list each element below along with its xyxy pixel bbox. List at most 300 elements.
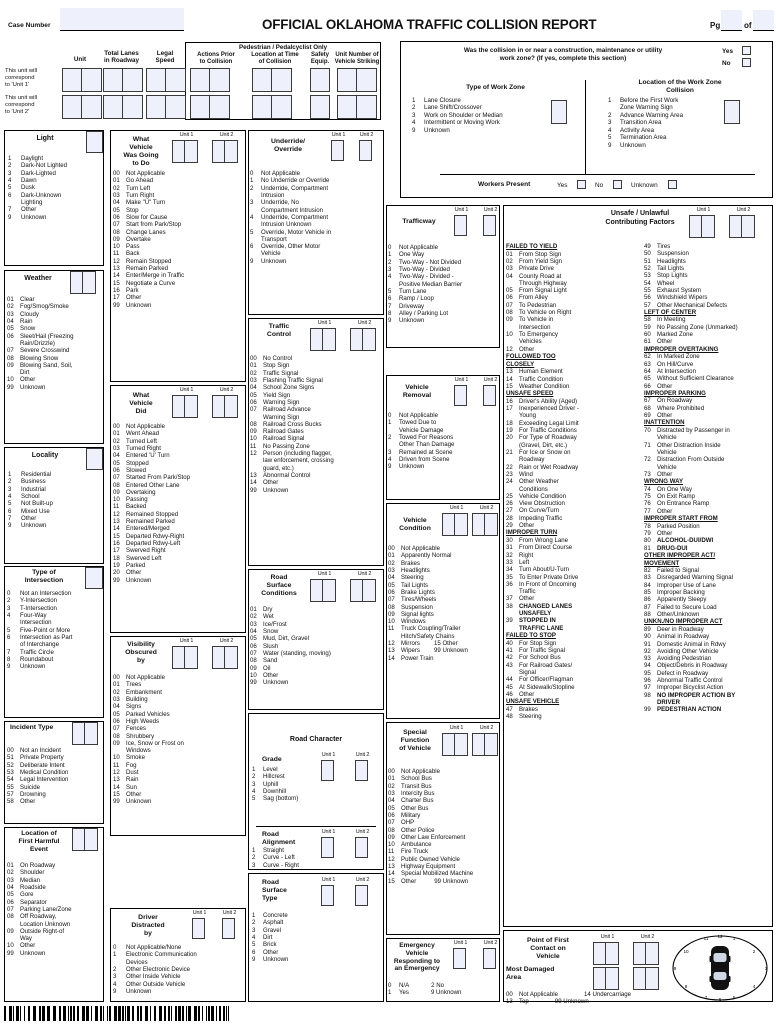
code-item: 04 Roadside	[7, 883, 46, 891]
code-item: 5 Not Built-up	[8, 500, 53, 508]
grade-unit2-label: Unit 2	[355, 752, 370, 758]
rst-unit2-input[interactable]	[355, 885, 368, 906]
traffic-control-unit1-input[interactable]	[310, 328, 336, 351]
trafficway-unit2-input[interactable]	[483, 215, 496, 236]
vehicle-condition-unit2-input[interactable]	[472, 513, 498, 536]
code-item-continuation: Young	[519, 412, 537, 420]
header-total-lanes-unit1-input[interactable]	[103, 68, 143, 92]
grade-unit2-input[interactable]	[355, 760, 368, 781]
code-item: 01 School Bus	[388, 775, 432, 783]
code-item-continuation: Warning Sign	[263, 413, 300, 421]
visibility-unit1-input[interactable]	[172, 646, 198, 669]
code-item: 99 Unknown	[7, 383, 46, 391]
code-item: 00 Not Applicable	[388, 545, 440, 552]
code-item: 50 Suspension	[644, 250, 689, 258]
code-item: 85 Improper Backing	[644, 589, 705, 597]
code-item: 87 Failed to Secure Load	[644, 603, 717, 611]
pedestrian-section-title: Pedestrian / Pedalcyclist Only	[238, 44, 328, 51]
locality-input[interactable]	[86, 448, 103, 470]
svg-text:9: 9	[673, 966, 677, 971]
incident-type-input[interactable]	[72, 722, 98, 745]
emergency-vehicle-list	[388, 982, 500, 997]
vehicle-condition-unit1-label: Unit 1	[449, 505, 464, 511]
workers-no-label: No	[595, 182, 604, 189]
alignment-unit1-label: Unit 1	[321, 829, 336, 835]
going-to-do-unit2-label: Unit 2	[219, 132, 234, 138]
code-item: 07 Tires/Wheels	[388, 596, 437, 604]
vehicle-removal-list	[388, 412, 500, 471]
pofc-unit1-input[interactable]	[593, 942, 619, 965]
work-zone-location-input[interactable]	[724, 100, 740, 124]
code-item: 0 Not Applicable	[388, 412, 438, 419]
rsc-unit2-label: Unit 2	[357, 571, 372, 577]
code-item: 07 Fences	[113, 725, 146, 733]
code-item: 6 Other	[252, 948, 279, 956]
code-item: 55 Exhaust System	[644, 286, 702, 294]
work-zone-type-input[interactable]	[551, 100, 567, 124]
barcode-bar	[107, 1006, 108, 1021]
rsc-unit2-input[interactable]	[350, 579, 376, 602]
code-item: 1 Straight	[252, 847, 285, 854]
code-item: 04 Charter Bus	[388, 797, 434, 805]
svg-text:7: 7	[704, 995, 708, 1000]
code-group-header: IMPROPER START FROM	[644, 515, 718, 523]
code-item-continuation: Vehicles	[519, 338, 542, 346]
svg-text:1: 1	[732, 936, 736, 941]
trafficway-list	[388, 244, 500, 324]
most-damaged-unit1-input[interactable]	[593, 967, 619, 990]
code-item: 06 High Weeds	[113, 717, 160, 725]
code-item: 3 Dark-Lighted	[8, 169, 56, 177]
barcode-bar	[226, 1006, 227, 1021]
code-item: 08 Off Roadway,	[7, 913, 57, 921]
code-item: 53 Stop Lights	[644, 272, 688, 280]
code-item-continuation: Conditions	[519, 485, 548, 493]
code-item: 06 Military	[388, 811, 421, 819]
code-item: 4 Other Outside Vehicle	[113, 980, 186, 988]
barcode-bar	[16, 1006, 19, 1021]
code-item: 51 Private Property	[7, 754, 64, 762]
header-ped-safety-equip-unit2-input[interactable]	[310, 95, 330, 119]
code-item: 57 Other Mechanical Defects	[644, 301, 728, 309]
code-item: 02 Turn Left	[113, 184, 151, 192]
code-item: 4 Two-Way - Divided -	[388, 273, 454, 281]
traffic-control-unit2-label: Unit 2	[357, 320, 372, 326]
code-item: 40 For Stop Sign	[506, 639, 557, 647]
work-zone-yes-checkbox[interactable]	[742, 46, 751, 55]
code-item: 22 Rain or Wet Roadway	[506, 463, 579, 471]
header-unit-unit2-input[interactable]	[62, 95, 102, 119]
code-item: 9 Unknown	[8, 522, 47, 530]
code-item: 02 Transit Bus	[388, 782, 432, 790]
code-item: 13 Top 99 Unknown	[506, 998, 589, 1006]
rsc-unit1-label: Unit 1	[317, 571, 332, 577]
light-title: Light	[36, 135, 54, 142]
barcode-bar	[20, 1006, 21, 1021]
header-ped-unit-striking-unit2-input[interactable]	[337, 95, 377, 119]
code-item: 06 From Alley	[506, 294, 548, 302]
barcode-bar	[150, 1006, 151, 1021]
header-ped-actions-unit1-input[interactable]	[190, 68, 230, 92]
road-character-rule	[256, 826, 376, 827]
barcode-bar	[182, 1006, 184, 1021]
code-item-continuation: Roadway	[519, 456, 545, 464]
code-item: 7 Other	[8, 514, 37, 522]
code-item: 58 In Meeting	[644, 316, 686, 324]
code-item-continuation: Dirt	[20, 369, 30, 377]
work-zone-no-label: No	[722, 60, 731, 67]
emergency-vehicle-unit2-input[interactable]	[483, 948, 496, 969]
code-item: 89 Deer in Roadway	[644, 625, 704, 633]
code-item: 15 Negotiate a Curve	[113, 279, 176, 287]
code-item: 61 Other	[644, 338, 673, 346]
code-item: 37 Other	[506, 595, 535, 603]
barcode-bar	[132, 1006, 134, 1021]
barcode-bar	[77, 1006, 79, 1021]
code-item: 3 Work on Shoulder or Median	[412, 111, 503, 119]
barcode-bar	[114, 1006, 117, 1021]
code-item: 06 Separator	[7, 898, 47, 906]
weather-input[interactable]	[70, 271, 96, 294]
page-total-input[interactable]	[753, 10, 774, 31]
special-function-unit1-input[interactable]	[442, 733, 468, 756]
contributing-unit1-input[interactable]	[689, 215, 715, 238]
barcode-bar	[63, 1006, 66, 1021]
code-item: 10 Other	[250, 671, 279, 679]
svg-text:6: 6	[718, 997, 722, 1002]
code-item: 9 Unknown	[388, 463, 425, 471]
code-item: 29 Other	[506, 522, 535, 530]
code-item: 69 Other	[644, 412, 673, 420]
code-item: 1 Lane Closure	[412, 97, 461, 104]
code-item: 11 Fog	[113, 761, 137, 769]
case-number-input[interactable]	[60, 8, 184, 31]
code-item: 10 To Emergency	[506, 331, 558, 339]
code-item: 73 Other	[644, 470, 673, 478]
header-unit-unit1-input[interactable]	[62, 68, 102, 92]
code-item: 07 Start from Park/Stop	[113, 221, 182, 229]
vehicle-condition-unit1-input[interactable]	[442, 513, 468, 536]
code-item: 05 Mud, Dirt, Gravel	[250, 635, 310, 643]
code-item: 10 Pass	[113, 243, 140, 251]
header-ped-actions-unit2-input[interactable]	[190, 95, 230, 119]
code-item: 2 Towed For Reasons	[388, 433, 454, 441]
header-total-lanes-unit2-input[interactable]	[103, 95, 143, 119]
underride-unit1-input[interactable]	[331, 140, 344, 161]
header-ped-location-unit1-input[interactable]	[252, 68, 292, 92]
intersection-type-input[interactable]	[85, 567, 103, 589]
code-item-continuation: Hitch/Safety Chains	[401, 632, 455, 640]
code-item: 06 Brake Lights	[388, 588, 435, 596]
workers-unknown-checkbox[interactable]	[668, 180, 677, 189]
contributing-left-list	[506, 243, 642, 720]
vehicle-did-unit2-input[interactable]	[212, 395, 238, 418]
code-item: 02 Brakes	[388, 559, 420, 567]
code-item: 06 Slow for Cause	[113, 213, 168, 221]
barcode-bar	[164, 1006, 166, 1021]
code-item: 48 Steering	[506, 713, 542, 721]
vehicle-did-unit1-input[interactable]	[172, 395, 198, 418]
code-item: 7 Other	[8, 206, 37, 214]
code-item: 04 Entered 'U' Turn	[113, 452, 170, 460]
weather-list	[7, 296, 103, 391]
trafficway-unit1-input[interactable]	[454, 215, 467, 236]
svg-text:3: 3	[764, 966, 768, 971]
barcode-bar	[59, 1006, 61, 1021]
code-item: 84 Improper Use of Lane	[644, 581, 716, 589]
barcode-bar	[168, 1006, 170, 1021]
code-item: 4 Driven from Scene	[388, 455, 450, 463]
header-ped-unit-striking-unit1-input[interactable]	[337, 68, 377, 92]
visibility-unit2-input[interactable]	[212, 646, 238, 669]
code-item-continuation: Positive Median Barrier	[399, 280, 462, 288]
code-group-header: WRONG WAY	[644, 478, 684, 486]
code-item-continuation: Through Highway	[519, 279, 567, 287]
code-item: 72 Distraction From Outside	[644, 456, 725, 464]
light-input[interactable]	[86, 131, 103, 153]
code-item: 88 Other/Unknown	[644, 611, 700, 618]
barcode-bar	[223, 1006, 225, 1021]
code-item: 46 Other	[506, 690, 535, 698]
code-item: 07 OHP	[388, 819, 415, 827]
barcode-bar	[103, 1006, 104, 1021]
contributing-right-list	[644, 243, 774, 714]
barcode-bar	[216, 1006, 217, 1021]
code-item: 83 Disregarded Warning Signal	[644, 574, 733, 582]
code-group-header: INATTENTION	[644, 419, 685, 427]
code-item: 6 Mixed Use	[8, 507, 50, 515]
code-item: 56 Windshield Wipers	[644, 294, 708, 302]
code-item: 39 STOPPED IN	[506, 617, 556, 625]
code-item: 2 Hillcrest	[252, 773, 285, 781]
code-item: 5 Five-Point or More	[7, 626, 71, 634]
code-group-header: OTHER IMPROPER ACT/	[644, 551, 716, 559]
code-item: 66 Other	[644, 382, 673, 390]
code-item: 01 Stop Sign	[250, 362, 290, 370]
code-item: 00 Not Applicable 14 Undercarriage	[506, 991, 632, 998]
code-item: 1 Towed Due to	[388, 419, 437, 427]
code-item-continuation: Intrusion Unknown	[261, 221, 312, 229]
code-group-header: MOVEMENT	[644, 559, 680, 567]
code-item: 03 Median	[7, 876, 40, 884]
code-item: 03 Intercity Bus	[388, 789, 435, 797]
code-item: 5 Brick	[252, 941, 277, 949]
code-item: 82 Failed to Signal	[644, 567, 700, 575]
code-item: 07 Water (standing, moving)	[250, 649, 331, 657]
vehicle-contact-diagram[interactable]	[668, 930, 772, 1002]
code-item: 9 Unknown	[113, 987, 152, 995]
code-item-continuation: DRIVER	[657, 699, 681, 707]
code-item: 9 Unknown	[250, 257, 287, 265]
code-item: 57 Drowning	[7, 790, 46, 798]
code-item: 60 Marked Zone	[644, 331, 693, 339]
grade-list	[252, 766, 332, 803]
code-item: 99 Unknown	[250, 679, 289, 687]
code-item: 15 Weather Condition	[506, 382, 570, 390]
code-item: 11 Fire Truck	[388, 848, 429, 856]
work-zone-no-checkbox[interactable]	[742, 58, 751, 67]
vehicle-removal-unit1-input[interactable]	[454, 385, 467, 406]
code-item: 32 Right	[506, 551, 534, 559]
code-item: 2 Lane Shift/Crossover	[412, 104, 482, 112]
ped-unit-striking-label: Unit Number of Vehicle Striking	[334, 52, 380, 65]
code-item: 0 Not an Intersection	[7, 590, 72, 597]
code-item: 01 Clear	[7, 296, 35, 303]
pofc-unit1-label: Unit 1	[600, 934, 615, 940]
code-item: 53 Medical Condition	[7, 768, 69, 776]
code-item: 2 Advance Warning Area	[608, 111, 684, 119]
code-item-continuation: Rain/Drizzle)	[20, 339, 55, 347]
code-group-header: IMPROPER TURN	[506, 529, 558, 537]
header-legal-speed-unit2-input[interactable]	[146, 95, 186, 119]
alignment-unit2-input[interactable]	[355, 837, 368, 858]
code-item: 4 Activity Area	[608, 126, 655, 134]
code-item: 12 Public Owned Vehicle	[388, 855, 460, 863]
barcode-bar	[219, 1006, 221, 1021]
going-to-do-unit2-input[interactable]	[212, 140, 238, 163]
special-function-list	[388, 768, 501, 885]
svg-text:2: 2	[752, 949, 756, 954]
code-item: 05 Parked Vehicles	[113, 710, 170, 718]
code-item: 2 Two-Way - Not Divided	[388, 258, 462, 266]
underride-unit2-input[interactable]	[359, 140, 372, 161]
underride-list	[250, 170, 383, 265]
code-item: 00 Not Applicable	[113, 170, 165, 177]
most-damaged-area-title: Most Damaged Area	[506, 966, 555, 982]
code-item: 2 Curve - Left	[252, 854, 295, 862]
vehicle-removal-unit2-label: Unit 2	[483, 377, 498, 383]
work-zone-rule	[440, 174, 755, 175]
contributing-unit2-label: Unit 2	[736, 207, 751, 213]
special-function-unit2-input[interactable]	[472, 733, 498, 756]
code-item: 12 Remained Stopped	[113, 510, 179, 518]
driver-distracted-unit1-input[interactable]	[192, 918, 205, 939]
code-item: 08 Change Lanes	[113, 228, 166, 236]
code-item: 6 Override, Other Motor	[250, 243, 321, 251]
code-item: 78 Parked Position	[644, 522, 700, 530]
driver-distracted-unit2-input[interactable]	[222, 918, 235, 939]
first-harmful-event-list	[7, 862, 103, 957]
code-item: 03 Cloudy	[7, 310, 39, 318]
code-item: 18 Exceeding Legal Limit	[506, 419, 579, 427]
code-item: 52 Tail Lights	[644, 264, 685, 272]
vehicle-condition-list	[388, 545, 500, 662]
code-item: 36 In Front of Oncoming	[506, 580, 577, 588]
code-item: 09 Railroad Gates	[250, 428, 304, 436]
workers-yes-checkbox[interactable]	[577, 180, 586, 189]
code-item: 63 On Hill/Curve	[644, 360, 694, 368]
contributing-unit2-input[interactable]	[729, 215, 755, 238]
vehicle-condition-unit2-label: Unit 2	[479, 505, 494, 511]
code-item: 20 For Type of Roadway	[506, 434, 577, 442]
point-of-first-contact-title: Point of First Contact on Vehicle	[527, 937, 569, 961]
barcode-bar	[178, 1006, 181, 1021]
locality-list	[8, 471, 102, 530]
code-item: 79 Other	[644, 529, 673, 537]
barcode-bar	[194, 1006, 197, 1021]
rst-unit1-input[interactable]	[321, 885, 334, 906]
code-item: 98 NO IMPROPER ACTION BY	[644, 691, 736, 699]
code-item: 3 Other Inside Vehicle	[113, 973, 181, 981]
work-zone-yes-label: Yes	[722, 48, 734, 55]
code-item-continuation: Vehicle	[657, 448, 677, 456]
code-item: 99 Unknown	[113, 576, 152, 584]
traffic-control-title: Traffic Control	[266, 323, 292, 339]
code-item: 00 Not an Incident	[7, 747, 61, 754]
unit-col-label: Unit	[73, 56, 87, 63]
code-item-continuation: Traffic	[519, 588, 536, 596]
code-group-header: LEFT OF CENTER	[644, 308, 697, 316]
traffic-control-unit2-input[interactable]	[350, 328, 376, 351]
emergency-vehicle-unit1-input[interactable]	[453, 948, 466, 969]
code-item: 02 From Yield Sign	[506, 257, 563, 265]
code-item-continuation: Intersection	[20, 619, 52, 627]
barcode-bar	[122, 1006, 124, 1021]
header-legal-speed-unit1-input[interactable]	[146, 68, 186, 92]
code-item: 99 PEDESTRIAN ACTION	[644, 706, 722, 714]
page-number-input[interactable]	[721, 10, 742, 31]
code-item: 75 On Exit Ramp	[644, 493, 695, 501]
code-item: 76 On Entrance Ramp	[644, 500, 710, 508]
code-item: 6 Intersection as Part	[7, 633, 73, 641]
code-item-continuation: Vehicle Damage	[399, 426, 444, 434]
code-item: 09 Ice, Snow or Frost on	[113, 739, 184, 747]
code-item: 08 Blowing Snow	[7, 354, 59, 362]
barcode-bar	[68, 1006, 69, 1021]
code-item: 09 Outside Right-of	[7, 927, 65, 935]
code-item: 5 Override, Motor Vehicle in	[250, 228, 332, 236]
code-item: 68 Where Prohibited	[644, 404, 705, 412]
code-group-header: UNSAFE SPEED	[506, 390, 554, 398]
code-item: 5 Dusk	[8, 184, 35, 192]
rsc-unit1-input[interactable]	[310, 579, 336, 602]
code-item: 13 Remained Parked	[113, 518, 175, 526]
code-item: 9 Unknown	[388, 317, 425, 325]
code-item: 81 DRUG-DUI	[644, 544, 688, 552]
workers-no-checkbox[interactable]	[613, 180, 622, 189]
header-ped-location-unit2-input[interactable]	[252, 95, 292, 119]
code-item-continuation: of Interchange	[20, 641, 59, 649]
special-function-title: Special Function of Vehicle	[399, 729, 431, 753]
rst-unit2-label: Unit 2	[355, 877, 370, 883]
code-item: 02 Wet	[250, 613, 274, 621]
barcode-bar	[118, 1006, 121, 1021]
barcode-bar	[47, 1006, 50, 1021]
workers-present-label: Workers Present	[478, 181, 531, 188]
code-item: 26 View Obstruction	[506, 500, 565, 508]
code-item: 4 Underride, Compartment	[250, 213, 329, 221]
visibility-list	[113, 674, 245, 806]
code-item: 03 Turned Right	[113, 444, 162, 452]
first-harmful-event-input[interactable]	[72, 828, 98, 851]
code-item: 14 Traffic Condition	[506, 375, 564, 383]
code-item: 3 Two-Way - Divided	[388, 265, 450, 273]
barcode-bar	[206, 1006, 207, 1021]
driver-distracted-list	[113, 944, 246, 995]
pofc-unit2-input[interactable]	[633, 942, 659, 965]
most-damaged-unit2-input[interactable]	[633, 967, 659, 990]
code-item: 12 Other	[506, 345, 535, 353]
code-item: 8 Alley / Parking Lot	[388, 309, 449, 317]
code-item: 43 For Railroad Gates/	[506, 661, 573, 669]
special-function-unit2-label: Unit 2	[479, 725, 494, 731]
header-ped-safety-equip-unit1-input[interactable]	[310, 68, 330, 92]
svg-text:11: 11	[703, 936, 709, 941]
vehicle-removal-unit2-input[interactable]	[483, 385, 496, 406]
code-item: 25 Vehicle Condition	[506, 492, 567, 500]
going-to-do-unit1-input[interactable]	[172, 140, 198, 163]
vehicle-did-list	[113, 423, 245, 584]
